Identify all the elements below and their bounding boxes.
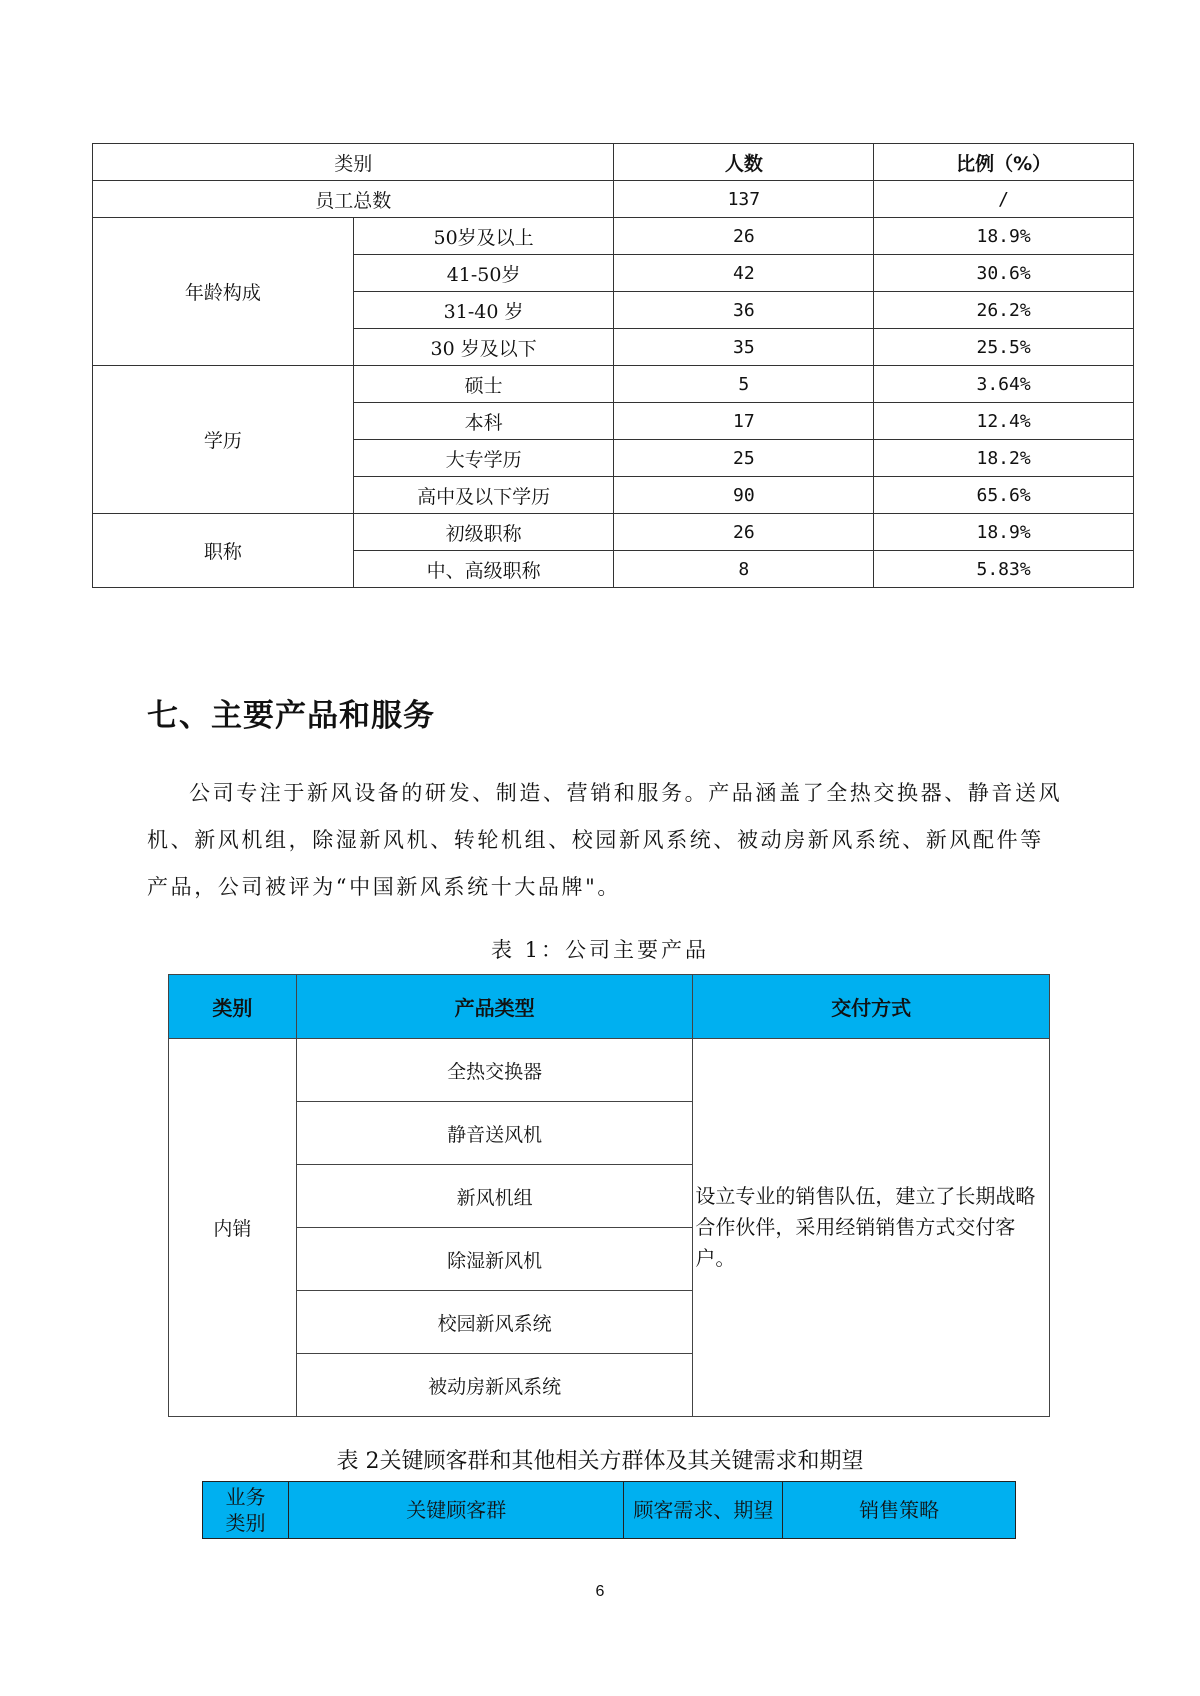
product-cell: 静音送风机 bbox=[296, 1102, 693, 1165]
section-paragraph: 公司专注于新风设备的研发、制造、营销和服务。产品涵盖了全热交换器、静音送风机、新风机组，除湿新风机、转轮机组、校园新风系统、被动房新风系统、新风配件等产品，公司被评为“中国新风系统十大品牌"。 bbox=[147, 781, 1063, 899]
row-label: 大专学历 bbox=[353, 440, 614, 477]
delivery-cell: 设立专业的销售队伍，建立了长期战略合作伙伴，采用经销销售方式交付客户。 bbox=[693, 1039, 1050, 1417]
row-label: 初级职称 bbox=[353, 514, 614, 551]
row-count: 26 bbox=[614, 218, 874, 255]
row-label: 高中及以下学历 bbox=[353, 477, 614, 514]
table-1-caption: 表 1：公司主要产品 bbox=[490, 938, 710, 962]
table-2-caption: 表 2关键顾客群和其他相关方群体及其关键需求和期望 bbox=[336, 1449, 864, 1474]
table-row bbox=[93, 218, 1134, 255]
row-count: 90 bbox=[614, 477, 874, 514]
row-ratio: 65.6% bbox=[874, 477, 1134, 514]
row-count: 8 bbox=[614, 551, 874, 588]
product-table bbox=[168, 974, 1050, 1417]
table-header-row bbox=[169, 975, 1050, 1039]
product-cell: 被动房新风系统 bbox=[296, 1354, 693, 1417]
row-ratio: 25.5% bbox=[874, 329, 1134, 366]
total-label: 员工总数 bbox=[93, 181, 614, 218]
row-label: 50岁及以上 bbox=[353, 218, 614, 255]
row-label: 30 岁及以下 bbox=[353, 329, 614, 366]
product-cell: 除湿新风机 bbox=[296, 1228, 693, 1291]
row-ratio: 18.9% bbox=[874, 514, 1134, 551]
row-label: 41-50岁 bbox=[353, 255, 614, 292]
group-label: 职称 bbox=[93, 514, 354, 588]
row-count: 36 bbox=[614, 292, 874, 329]
row-ratio: 18.2% bbox=[874, 440, 1134, 477]
table-row bbox=[93, 366, 1134, 403]
table-header-row bbox=[93, 144, 1134, 181]
page-number: 6 bbox=[595, 1583, 605, 1600]
row-ratio: 12.4% bbox=[874, 403, 1134, 440]
header-category: 类别 bbox=[169, 975, 297, 1039]
staff-composition-table bbox=[92, 143, 1134, 588]
row-ratio: 30.6% bbox=[874, 255, 1134, 292]
header-product-type: 产品类型 bbox=[296, 975, 693, 1039]
product-cell: 校园新风系统 bbox=[296, 1291, 693, 1354]
row-label: 中、高级职称 bbox=[353, 551, 614, 588]
row-count: 17 bbox=[614, 403, 874, 440]
table-row bbox=[93, 181, 1134, 218]
customer-table bbox=[202, 1481, 1016, 1539]
header-category: 类别 bbox=[93, 144, 614, 181]
row-count: 5 bbox=[614, 366, 874, 403]
section-heading: 七、主要产品和服务 bbox=[147, 698, 435, 734]
table-row bbox=[93, 514, 1134, 551]
header-ratio: 比例（%） bbox=[874, 144, 1134, 181]
row-ratio: 26.2% bbox=[874, 292, 1134, 329]
header-needs: 顾客需求、期望 bbox=[624, 1482, 783, 1539]
row-count: 25 bbox=[614, 440, 874, 477]
header-delivery: 交付方式 bbox=[693, 975, 1050, 1039]
product-cell: 新风机组 bbox=[296, 1165, 693, 1228]
row-label: 本科 bbox=[353, 403, 614, 440]
total-count: 137 bbox=[614, 181, 874, 218]
row-ratio: 5.83% bbox=[874, 551, 1134, 588]
row-ratio: 3.64% bbox=[874, 366, 1134, 403]
header-strategy: 销售策略 bbox=[783, 1482, 1016, 1539]
table-header-row bbox=[203, 1482, 1016, 1539]
row-count: 42 bbox=[614, 255, 874, 292]
category-cell: 内销 bbox=[169, 1039, 297, 1417]
row-count: 26 bbox=[614, 514, 874, 551]
group-label: 年龄构成 bbox=[93, 218, 354, 366]
group-label: 学历 bbox=[93, 366, 354, 514]
table-row bbox=[169, 1039, 1050, 1102]
header-business-type: 业务类别 bbox=[203, 1482, 289, 1539]
row-ratio: 18.9% bbox=[874, 218, 1134, 255]
row-label: 31-40 岁 bbox=[353, 292, 614, 329]
total-ratio: / bbox=[874, 181, 1134, 218]
header-key-customers: 关键顾客群 bbox=[288, 1482, 624, 1539]
header-count: 人数 bbox=[614, 144, 874, 181]
product-cell: 全热交换器 bbox=[296, 1039, 693, 1102]
row-count: 35 bbox=[614, 329, 874, 366]
row-label: 硕士 bbox=[353, 366, 614, 403]
